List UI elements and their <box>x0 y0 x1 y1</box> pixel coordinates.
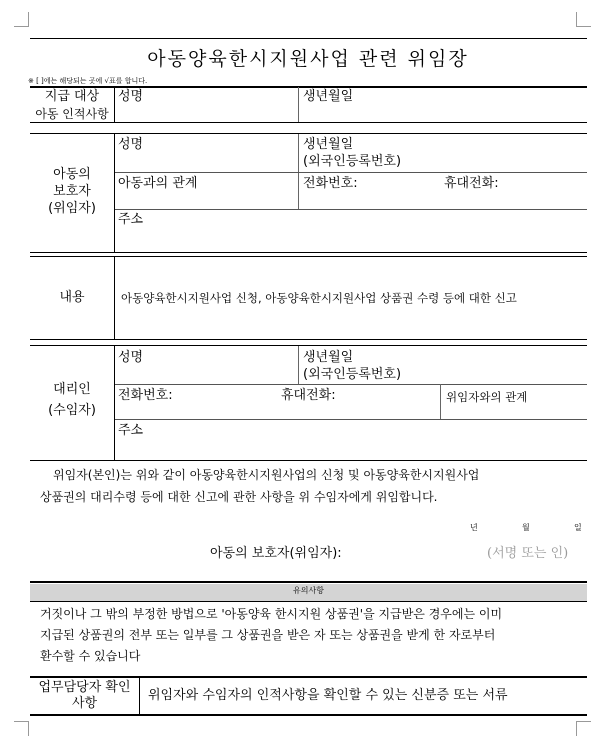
crop-mark-top-right <box>576 12 591 27</box>
content-section-bottom-rule <box>30 339 587 340</box>
officer-section-top-rule <box>30 676 587 678</box>
date-day-label: 일 <box>574 523 582 532</box>
guardian-section-header-line2: 보호자 <box>53 184 91 199</box>
child-field-divider <box>298 87 299 122</box>
child-section-header-line2: 아동 인적사항 <box>35 107 109 121</box>
agent-row-rule-2 <box>115 419 587 420</box>
caution-section-top-rule <box>30 581 587 583</box>
date-year-label: 년 <box>470 523 478 532</box>
signer-label: 아동의 보호자(위임자): <box>210 546 342 561</box>
agent-section-bottom-rule <box>30 460 587 461</box>
agent-name-label: 성명 <box>118 350 144 365</box>
agent-section-header-line2: (수임자) <box>48 403 96 418</box>
title-top-rule <box>30 38 587 39</box>
agent-address-label: 주소 <box>118 423 144 438</box>
agent-header-divider <box>114 346 115 460</box>
agent-mobile-label: 휴대전화: <box>281 388 336 403</box>
guardian-row-rule-1 <box>115 172 587 173</box>
agent-phone-label: 전화번호: <box>118 388 173 403</box>
agent-relation-divider <box>440 384 441 419</box>
guardian-section-header-line1: 아동의 <box>53 167 91 182</box>
officer-check-text: 위임자와 수임자의 인적사항을 확인할 수 있는 신분증 또는 서류 <box>148 688 508 703</box>
date-month-label: 월 <box>522 523 530 532</box>
guardian-row-rule-2 <box>115 209 587 210</box>
page-title: 아동양육한시지원사업 관련 위임장 <box>147 48 469 70</box>
officer-section-bottom-rule <box>30 714 587 716</box>
delegation-line-2: 상품권의 대리수령 등에 대한 신고에 관한 사항을 위 수임자에게 위임합니다. <box>40 490 438 504</box>
child-section-header-line1: 지급 대상 <box>44 89 100 104</box>
officer-header-line1: 업무담당자 확인 <box>38 680 131 695</box>
guardian-header-divider <box>114 134 115 252</box>
agent-field-divider <box>298 346 299 384</box>
caution-line-1: 거짓이나 그 밖의 부정한 방법으로 '아동양육 한시지원 상품권'을 지급받은 경우에는 이미 <box>40 607 503 621</box>
agent-relation-label: 위임자와의 관계 <box>446 390 528 404</box>
caution-header: 유의사항 <box>293 586 324 595</box>
agent-alien-reg-label: (외국인등록번호) <box>303 367 402 382</box>
delegation-line-1: 위임자(본인)는 위와 같이 아동양육한시지원사업의 신청 및 아동양육한시지원사업 <box>53 468 480 482</box>
child-birth-label: 생년월일 <box>303 89 354 104</box>
content-text: 아동양육한시지원사업 신청, 아동양육한시지원사업 상품권 수령 등에 대한 신고 <box>121 291 517 305</box>
child-name-label: 성명 <box>118 89 144 104</box>
guardian-alien-reg-label: (외국인등록번호) <box>303 154 402 169</box>
guardian-section-header-line3: (위임자) <box>48 201 96 216</box>
content-header-divider <box>114 257 115 339</box>
guardian-phone-label: 전화번호: <box>303 176 358 191</box>
signature-hint: (서명 또는 인) <box>487 546 569 561</box>
agent-row-rule-1 <box>115 384 587 385</box>
officer-header-line2: 사항 <box>71 696 98 711</box>
caution-line-3: 환수할 수 있습니다 <box>40 649 141 663</box>
caution-header-rule <box>30 601 587 602</box>
guardian-mobile-label: 휴대전화: <box>444 176 499 191</box>
guardian-section-bottom-rule <box>30 252 587 253</box>
child-section-bottom-rule <box>30 122 587 123</box>
caution-line-2: 지급된 상품권의 전부 또는 일부를 그 상품권을 받은 자 또는 상품권을 받게 한 자로부터 <box>40 628 496 642</box>
content-section-header: 내용 <box>59 290 85 305</box>
crop-mark-bottom-right <box>576 721 591 736</box>
guardian-relation-label: 아동과의 관계 <box>118 176 198 191</box>
agent-birth-label: 생년월일 <box>303 350 354 365</box>
guardian-name-label: 성명 <box>118 137 144 152</box>
officer-header-divider <box>139 678 140 714</box>
crop-mark-top-left <box>14 12 29 27</box>
guardian-address-label: 주소 <box>118 212 144 227</box>
crop-mark-bottom-left <box>14 721 29 736</box>
guardian-birth-label: 생년월일 <box>303 137 354 152</box>
instruction-note: ※ [ ]에는 해당되는 곳에 √표를 합니다. <box>28 77 148 85</box>
agent-section-header-line1: 대리인 <box>53 382 91 397</box>
